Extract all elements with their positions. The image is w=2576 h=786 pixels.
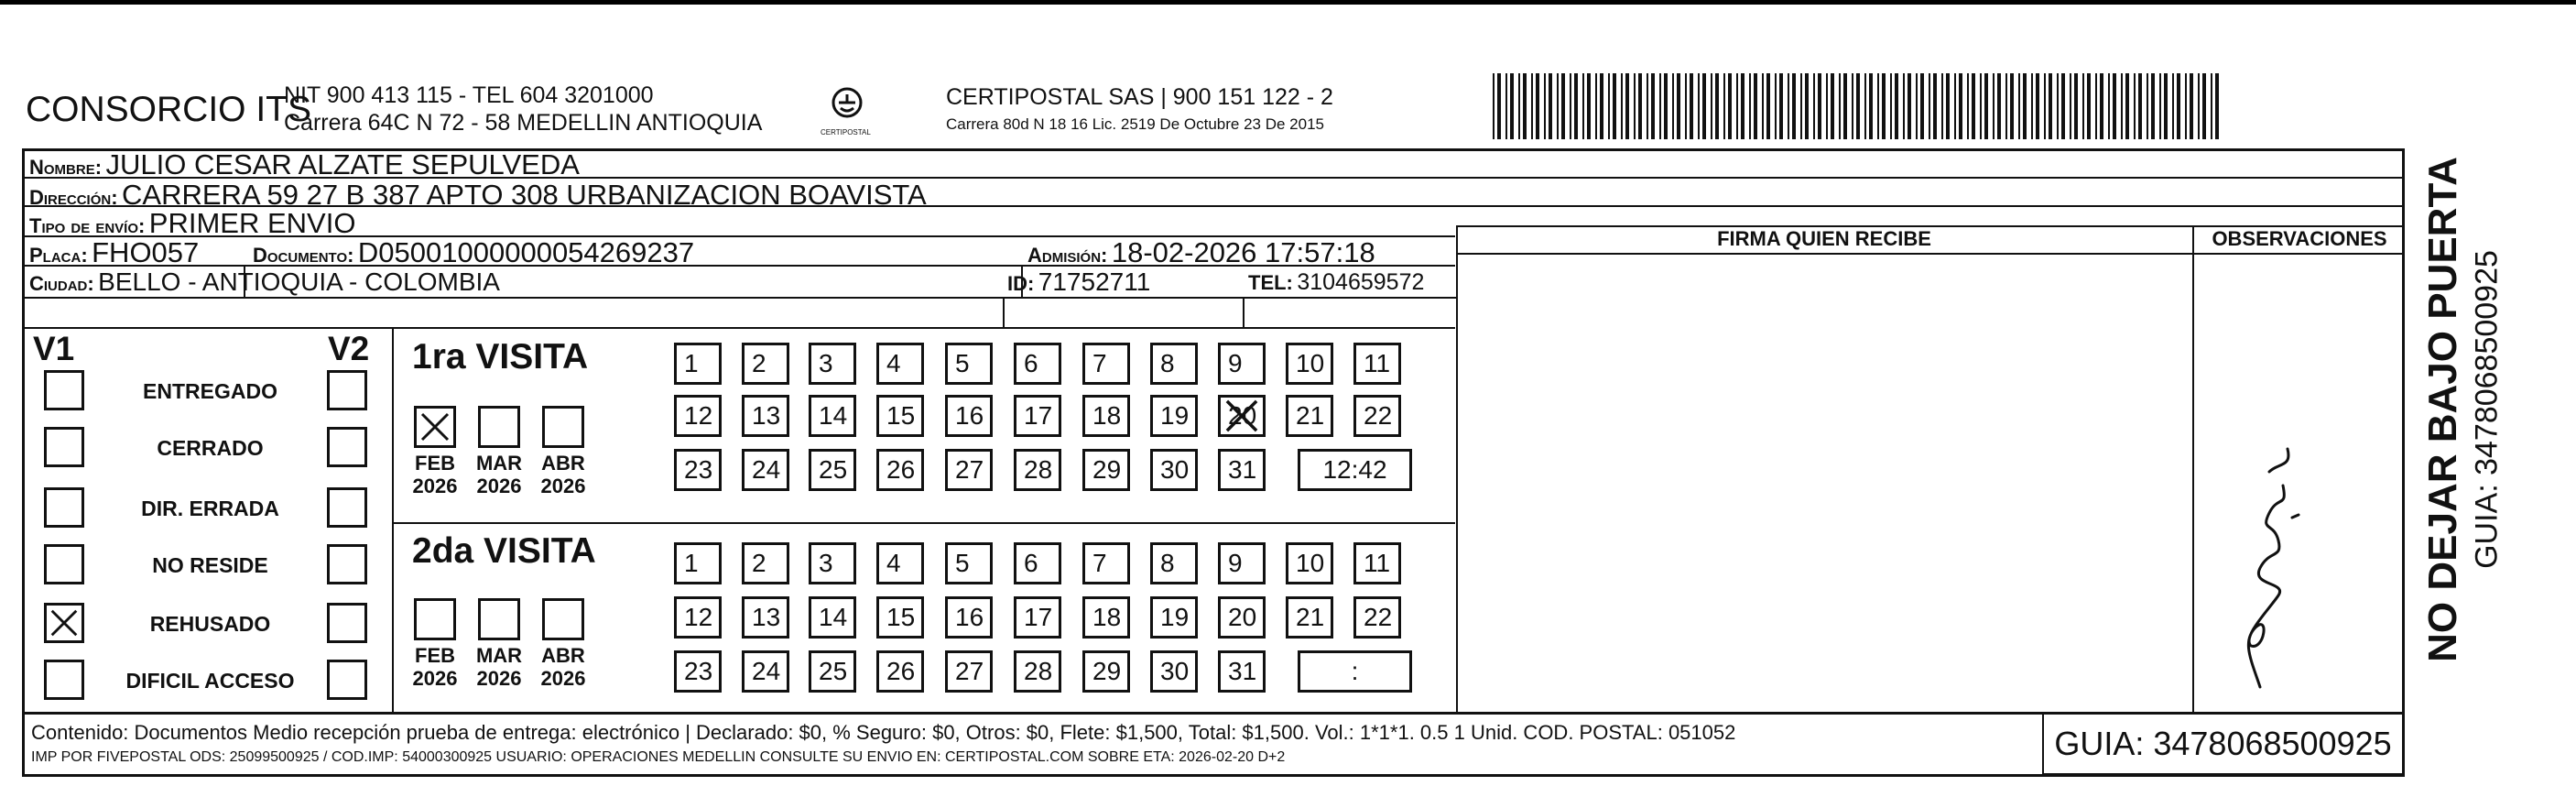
visit1-day-box[interactable]: 24 bbox=[742, 449, 789, 491]
rule bbox=[1021, 297, 1456, 299]
rule bbox=[22, 297, 1021, 299]
signature-drawing bbox=[2214, 431, 2315, 696]
nombre-label: Nombre: bbox=[29, 156, 103, 179]
visit2-title: 2da VISITA bbox=[412, 531, 596, 571]
visit2-month-year: 2026 bbox=[540, 667, 586, 690]
visit2-day-box[interactable]: 27 bbox=[945, 650, 993, 693]
contenido-text: Contenido: Documentos Medio recepción prueba de entrega: electrónico | Declarado: $0, % Seguro: $0, Otros: $0, Flete: $1,500, Total: $1,500. Vol.: 1*1*1. 0.5 1 Unid. COD. POSTAL: 051052 bbox=[31, 721, 1736, 744]
status-v2-checkbox[interactable] bbox=[327, 370, 367, 410]
documento-label: Documento: bbox=[253, 244, 354, 267]
status-label: DIR. ERRADA bbox=[141, 497, 279, 520]
visit2-day-box[interactable]: 29 bbox=[1082, 650, 1130, 693]
company-nit-line: NIT 900 413 115 - TEL 604 3201000 bbox=[284, 82, 654, 108]
visit1-day-box[interactable]: 30 bbox=[1150, 449, 1198, 491]
rule bbox=[2192, 225, 2194, 713]
visit2-day-box[interactable]: 28 bbox=[1014, 650, 1061, 693]
visit1-day-box[interactable]: 15 bbox=[876, 395, 924, 437]
visit1-month-checkbox[interactable] bbox=[542, 406, 584, 448]
visit2-day-box[interactable]: 31 bbox=[1218, 650, 1266, 693]
visit2-day-box[interactable]: 18 bbox=[1082, 596, 1130, 639]
visit1-day-box[interactable]: 28 bbox=[1014, 449, 1061, 491]
visit1-day-box[interactable]: 20 bbox=[1218, 395, 1266, 437]
status-label: ENTREGADO bbox=[143, 379, 277, 403]
visit1-day-box[interactable]: 9 bbox=[1218, 343, 1266, 385]
status-v2-checkbox[interactable] bbox=[327, 660, 367, 700]
certipostal-line: CERTIPOSTAL SAS | 900 151 122 - 2 bbox=[946, 84, 1333, 110]
check-mark-icon bbox=[1218, 395, 1266, 437]
rule bbox=[22, 327, 1455, 329]
visit2-month-name: FEB bbox=[415, 644, 455, 667]
tipo-envio-row bbox=[29, 207, 355, 240]
visit1-day-box[interactable]: 6 bbox=[1014, 343, 1061, 385]
visit2-day-box[interactable]: 8 bbox=[1150, 542, 1198, 584]
status-label: NO RESIDE bbox=[152, 553, 268, 577]
impresion-text: IMP POR FIVEPOSTAL ODS: 25099500925 / COD.IMP: 54000300925 USUARIO: OPERACIONES MEDELLIN CONSULTE SU ENVIO EN: CERTIPOSTAL.COM SOBRE ETA: 2026-02-20 D+2 bbox=[31, 749, 1286, 765]
visit2-day-box[interactable]: 6 bbox=[1014, 542, 1061, 584]
visit2-time-field[interactable]: : bbox=[1298, 650, 1412, 693]
tipo-envio-value: PRIMER ENVIO bbox=[148, 207, 356, 239]
visit2-day-box[interactable]: 7 bbox=[1082, 542, 1130, 584]
visit2-month-year: 2026 bbox=[476, 667, 522, 690]
company-name: CONSORCIO ITS bbox=[26, 90, 312, 129]
visit2-day-box[interactable]: 17 bbox=[1014, 596, 1061, 639]
visit2-day-box[interactable]: 2 bbox=[742, 542, 789, 584]
visit2-month-name: MAR bbox=[475, 644, 523, 667]
visit2-day-box[interactable]: 11 bbox=[1353, 542, 1401, 584]
visit1-day-box[interactable]: 17 bbox=[1014, 395, 1061, 437]
visit1-month-label bbox=[536, 452, 591, 497]
logo-caption: CERTIPOSTAL bbox=[821, 128, 871, 136]
visit1-day-box[interactable]: 12 bbox=[674, 395, 722, 437]
check-mark-icon bbox=[47, 606, 82, 640]
rule bbox=[392, 522, 1455, 524]
visit2-day-box[interactable]: 5 bbox=[945, 542, 993, 584]
ciudad-field bbox=[29, 267, 500, 297]
visit2-day-box[interactable]: 4 bbox=[876, 542, 924, 584]
visit1-day-box[interactable]: 23 bbox=[674, 449, 722, 491]
no-dejar-bajo-puerta-warning: NO DEJAR BAJO PUERTA bbox=[2420, 157, 2465, 662]
visit1-time-field[interactable]: 12:42 bbox=[1298, 449, 1412, 491]
tel-label: TEL: bbox=[1248, 271, 1293, 294]
visit1-day-box[interactable]: 22 bbox=[1353, 395, 1401, 437]
visit2-day-box[interactable]: 19 bbox=[1150, 596, 1198, 639]
firma-header: FIRMA QUIEN RECIBE bbox=[1717, 227, 1931, 250]
visit2-month-year: 2026 bbox=[412, 667, 458, 690]
visit2-day-box[interactable]: 14 bbox=[809, 596, 856, 639]
visit2-day-box[interactable]: 13 bbox=[742, 596, 789, 639]
rule bbox=[1243, 297, 1245, 327]
visit2-day-box[interactable]: 20 bbox=[1218, 596, 1266, 639]
status-v1-checkbox[interactable] bbox=[44, 544, 84, 584]
direccion-value: CARRERA 59 27 B 387 APTO 308 URBANIZACION BOAVISTA bbox=[122, 179, 927, 211]
visit1-month-checkbox[interactable] bbox=[478, 406, 520, 448]
direccion-label: Dirección: bbox=[29, 186, 118, 209]
visit1-day-box[interactable]: 31 bbox=[1218, 449, 1266, 491]
status-v2-checkbox[interactable] bbox=[327, 427, 367, 467]
status-label: CERRADO bbox=[157, 436, 264, 460]
visit1-day-box[interactable]: 26 bbox=[876, 449, 924, 491]
visit1-month-name: FEB bbox=[415, 452, 455, 475]
id-field bbox=[1007, 267, 1150, 297]
top-edge-line bbox=[0, 0, 2576, 5]
visit1-day-check bbox=[1218, 395, 1266, 437]
certipostal-license-line: Carrera 80d N 18 16 Lic. 2519 De Octubre 23 De 2015 bbox=[946, 115, 1324, 133]
visit1-day-box[interactable]: 29 bbox=[1082, 449, 1130, 491]
certipostal-logo-icon bbox=[824, 84, 870, 126]
documento-value: D05001000000054269237 bbox=[357, 236, 695, 268]
visit2-month-name: ABR bbox=[541, 644, 585, 667]
visit1-month-year: 2026 bbox=[540, 475, 586, 497]
status-label: DIFICIL ACCESO bbox=[125, 669, 295, 693]
visit2-day-box[interactable]: 10 bbox=[1286, 542, 1333, 584]
visit2-day-box[interactable]: 15 bbox=[876, 596, 924, 639]
status-v2-checkbox[interactable] bbox=[327, 487, 367, 528]
visit1-day-box[interactable]: 16 bbox=[945, 395, 993, 437]
visit2-day-box[interactable]: 1 bbox=[674, 542, 722, 584]
tel-field bbox=[1248, 269, 1424, 296]
visit1-day-box[interactable]: 19 bbox=[1150, 395, 1198, 437]
id-label: ID: bbox=[1007, 272, 1035, 295]
status-v2-checkbox[interactable] bbox=[327, 544, 367, 584]
admision-value: 18-02-2026 17:57:18 bbox=[1111, 236, 1375, 268]
visit2-day-box[interactable]: 24 bbox=[742, 650, 789, 693]
observaciones-header: OBSERVACIONES bbox=[2212, 227, 2387, 250]
status-v1-checkbox[interactable] bbox=[44, 660, 84, 700]
guia-number-box: GUIA: 3478068500925 bbox=[2042, 713, 2404, 775]
visit2-day-box[interactable]: 21 bbox=[1286, 596, 1333, 639]
check-mark-icon bbox=[417, 409, 453, 445]
placa-label: Placa: bbox=[29, 244, 88, 267]
visit1-month-label bbox=[408, 452, 462, 497]
visit1-day-box[interactable]: 10 bbox=[1286, 343, 1333, 385]
visit2-day-box[interactable]: 26 bbox=[876, 650, 924, 693]
v2-header: V2 bbox=[328, 330, 370, 367]
barcode bbox=[1493, 73, 2221, 139]
visit2-day-box[interactable]: 23 bbox=[674, 650, 722, 693]
status-v1-checkbox[interactable] bbox=[44, 487, 84, 528]
visit1-day-box[interactable]: 7 bbox=[1082, 343, 1130, 385]
visit1-day-box[interactable]: 4 bbox=[876, 343, 924, 385]
visit2-month-checkbox[interactable] bbox=[542, 598, 584, 640]
tipo-envio-label: Tipo de envío: bbox=[29, 214, 146, 237]
visit1-month-label bbox=[472, 452, 527, 497]
rule bbox=[1003, 297, 1005, 327]
visit2-month-label bbox=[536, 644, 591, 690]
status-v1-checkbox[interactable] bbox=[44, 427, 84, 467]
visit1-day-box[interactable]: 5 bbox=[945, 343, 993, 385]
visit2-day-box[interactable]: 3 bbox=[809, 542, 856, 584]
tel-value: 3104659572 bbox=[1297, 269, 1425, 295]
status-v2-checkbox[interactable] bbox=[327, 603, 367, 643]
visit1-day-box[interactable]: 2 bbox=[742, 343, 789, 385]
visit1-month-year: 2026 bbox=[476, 475, 522, 497]
visit2-month-checkbox[interactable] bbox=[414, 598, 456, 640]
rule bbox=[1456, 225, 1458, 713]
nombre-value: JULIO CESAR ALZATE SEPULVEDA bbox=[105, 148, 580, 180]
admision-field bbox=[1027, 236, 1375, 269]
visit2-day-box[interactable]: 22 bbox=[1353, 596, 1401, 639]
visit1-month-name: ABR bbox=[541, 452, 585, 475]
rule bbox=[392, 327, 394, 712]
v1-header: V1 bbox=[33, 330, 75, 367]
visit2-day-box[interactable]: 9 bbox=[1218, 542, 1266, 584]
visit1-day-box[interactable]: 27 bbox=[945, 449, 993, 491]
status-v1-checkbox[interactable] bbox=[44, 603, 84, 643]
visit2-month-checkbox[interactable] bbox=[478, 598, 520, 640]
visit1-month-year: 2026 bbox=[412, 475, 458, 497]
visit2-month-label bbox=[408, 644, 462, 690]
company-address-line: Carrera 64C N 72 - 58 MEDELLIN ANTIOQUIA bbox=[284, 110, 763, 136]
visit2-day-box[interactable]: 16 bbox=[945, 596, 993, 639]
ciudad-label: Ciudad: bbox=[29, 272, 94, 295]
visit2-day-box[interactable]: 12 bbox=[674, 596, 722, 639]
visit1-day-box[interactable]: 1 bbox=[674, 343, 722, 385]
status-v1-checkbox[interactable] bbox=[44, 370, 84, 410]
visit1-day-box[interactable]: 3 bbox=[809, 343, 856, 385]
visit1-month-checkbox[interactable] bbox=[414, 406, 456, 448]
id-value: 71752711 bbox=[1038, 267, 1151, 296]
visit1-day-box[interactable]: 13 bbox=[742, 395, 789, 437]
rule bbox=[1456, 253, 2405, 255]
side-guia-number: GUIA: 3478068500925 bbox=[2469, 250, 2505, 569]
visit1-day-box[interactable]: 21 bbox=[1286, 395, 1333, 437]
documento-field bbox=[253, 236, 694, 269]
visit1-day-box[interactable]: 11 bbox=[1353, 343, 1401, 385]
visit2-month-label bbox=[472, 644, 527, 690]
visit1-day-box[interactable]: 14 bbox=[809, 395, 856, 437]
ciudad-value: BELLO - ANTIOQUIA - COLOMBIA bbox=[98, 267, 500, 296]
placa-value: FHO057 bbox=[92, 236, 200, 268]
visit2-day-box[interactable]: 30 bbox=[1150, 650, 1198, 693]
visit1-day-box[interactable]: 18 bbox=[1082, 395, 1130, 437]
admision-label: Admisión: bbox=[1027, 244, 1108, 267]
visit1-month-name: MAR bbox=[475, 452, 523, 475]
visit1-day-box[interactable]: 25 bbox=[809, 449, 856, 491]
visit1-title: 1ra VISITA bbox=[412, 337, 589, 377]
placa-field bbox=[29, 236, 199, 269]
visit1-day-box[interactable]: 8 bbox=[1150, 343, 1198, 385]
visit2-day-box[interactable]: 25 bbox=[809, 650, 856, 693]
status-label: REHUSADO bbox=[149, 612, 271, 636]
nombre-row bbox=[29, 148, 580, 181]
